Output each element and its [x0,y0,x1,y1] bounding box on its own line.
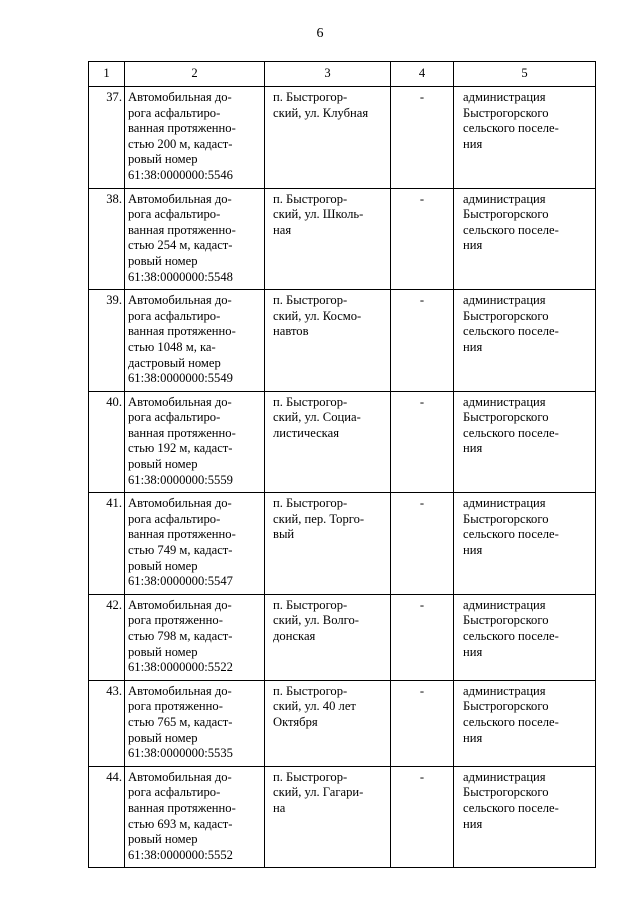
name-line: ровый номер [128,730,198,745]
name-line: Автомобильная до- [128,191,232,206]
area-cell: - [391,188,454,290]
row-number-cell: 43. [89,680,125,766]
owner-cell [454,680,596,766]
object-name-cell [125,290,265,392]
name-line: рога протяженно- [128,699,223,714]
name-line: ровый номер [128,832,198,847]
table-row [89,493,596,595]
header-cell-1: 1 [89,62,125,87]
area-cell: - [391,290,454,392]
name-line: рога асфальтиро- [128,207,221,222]
address-line: на [273,800,286,815]
address-line: донская [273,629,316,643]
address-line: ский, ул. Школь- [273,207,364,222]
row-number-cell: 41. [89,493,125,595]
table-row [89,391,596,493]
address-cell [265,188,391,290]
name-line: рога асфальтиро- [128,511,221,526]
object-name-cell [125,766,265,868]
name-line: Автомобильная до- [128,394,232,409]
owner-line: сельского поселе- [463,800,559,815]
owner-line: ния [463,441,483,456]
owner-line: администрация [463,769,546,784]
name-line: ровый номер [128,253,198,268]
header-row [89,62,596,87]
row-number-cell: 39. [89,290,125,392]
name-line: ванная протяженно- [128,425,236,440]
owner-cell [454,493,596,595]
name-line: стью 200 м, кадаст- [128,136,233,151]
address-line: ский, ул. Гагари- [273,785,364,800]
name-line: 61:38:0000000:5547 [128,574,233,589]
name-line: 61:38:0000000:5546 [128,167,233,182]
table-row [89,188,596,290]
owner-cell [454,766,596,868]
name-line: стью 1048 м, ка- [128,339,216,354]
address-line: навтов [273,324,309,339]
address-cell [265,391,391,493]
owner-line: администрация [463,597,546,612]
address-line: п. Быстрогор- [273,769,348,784]
address-cell [265,766,391,868]
owner-line: ния [463,816,483,831]
header-cell-2: 2 [125,62,265,87]
owner-line: администрация [463,90,546,104]
address-line: ский, пер. Торго- [273,511,365,526]
address-line: ский, ул. Космо- [273,308,362,323]
address-line: п. Быстрогор- [273,191,348,206]
name-line: ровый номер [128,558,198,573]
row-number-cell: 44. [89,766,125,868]
address-line: п. Быстрогор- [273,597,348,612]
address-cell [265,290,391,392]
name-line: ровый номер [128,644,198,659]
owner-line: администрация [463,683,546,698]
owner-line: ния [463,339,483,354]
area-cell: - [391,391,454,493]
name-line: стью 749 м, кадаст- [128,543,233,558]
owner-line: администрация [463,394,546,409]
owner-line: администрация [463,496,546,511]
address-line: ский, ул. Клубная [273,105,369,120]
header-cell-5: 5 [454,62,596,87]
address-line: вый [273,527,295,542]
object-name-cell [125,594,265,680]
address-line: п. Быстрогор- [273,394,348,409]
owner-line: ния [463,543,483,558]
name-line: Автомобильная до- [128,496,232,511]
address-line: п. Быстрогор- [273,496,348,511]
name-line: ванная протяженно- [128,800,236,815]
table-row [89,766,596,868]
owner-line: сельского поселе- [463,121,559,136]
name-line: Автомобильная до- [128,683,232,698]
header-cell-4: 4 [391,62,454,87]
row-number-cell: 37. [89,87,125,189]
name-line: ванная протяженно- [128,324,236,339]
page-number: 6 [316,26,324,41]
name-line: рога асфальтиро- [128,308,221,323]
name-line: стью 765 м, кадаст- [128,714,233,729]
name-line: 61:38:0000000:5549 [128,371,233,386]
name-line: Автомобильная до- [128,293,232,308]
address-line: ский, ул. Социа- [273,410,361,425]
name-line: ванная протяженно- [128,527,236,542]
name-line: ванная протяженно- [128,222,236,237]
object-name-cell [125,391,265,493]
address-line: Октября [273,714,318,729]
owner-line: ния [463,136,483,151]
owner-cell [454,391,596,493]
name-line: рога асфальтиро- [128,105,221,120]
owner-cell [454,290,596,392]
owner-line: Быстрогорского [463,613,549,628]
object-name-cell [125,87,265,189]
row-number-cell: 38. [89,188,125,290]
name-line: 61:38:0000000:5535 [128,746,233,761]
name-line: стью 192 м, кадаст- [128,441,233,456]
owner-line: ния [463,238,483,253]
name-line: 61:38:0000000:5559 [128,472,233,487]
row-number-cell: 42. [89,594,125,680]
owner-line: администрация [463,191,546,206]
owner-line: Быстрогорского [463,105,549,120]
address-cell [265,680,391,766]
owner-line: сельского поселе- [463,222,559,237]
area-cell: - [391,766,454,868]
name-line: дастровый номер [128,355,221,370]
name-line: Автомобильная до- [128,769,232,784]
name-line: рога протяженно- [128,613,223,628]
address-cell [265,594,391,680]
name-line: рога асфальтиро- [128,410,221,425]
name-line: стью 254 м, кадаст- [128,238,233,253]
object-name-cell [125,493,265,595]
name-line: 61:38:0000000:5548 [128,269,233,284]
name-line: стью 693 м, кадаст- [128,816,233,831]
area-cell: - [391,594,454,680]
owner-line: Быстрогорского [463,511,549,526]
owner-line: администрация [463,293,546,308]
owner-cell [454,594,596,680]
row-number-cell: 40. [89,391,125,493]
owner-cell [454,188,596,290]
address-line: п. Быстрогор- [273,293,348,308]
object-name-cell [125,680,265,766]
owner-line: Быстрогорского [463,785,549,800]
address-line: ский, ул. 40 лет [273,699,356,714]
table-row [89,594,596,680]
area-cell: - [391,493,454,595]
name-line: ванная протяженно- [128,121,236,136]
area-cell: - [391,87,454,189]
owner-line: Быстрогорского [463,410,549,425]
owner-line: Быстрогорского [463,207,549,222]
address-line: п. Быстрогор- [273,90,348,104]
name-line: стью 798 м, кадаст- [128,629,233,643]
table-row [89,680,596,766]
header-cell-3: 3 [265,62,391,87]
name-line: Автомобильная до- [128,90,232,104]
name-line: рога асфальтиро- [128,785,221,800]
owner-line: Быстрогорского [463,699,549,714]
area-cell: - [391,680,454,766]
address-cell [265,493,391,595]
owner-line: сельского поселе- [463,714,559,729]
name-line: 61:38:0000000:5552 [128,847,233,862]
name-line: 61:38:0000000:5522 [128,660,233,675]
table-row [89,87,596,189]
owner-line: сельского поселе- [463,425,559,440]
registry-table [88,61,596,868]
name-line: ровый номер [128,152,198,167]
address-cell [265,87,391,189]
address-line: п. Быстрогор- [273,683,348,698]
owner-line: сельского поселе- [463,527,559,542]
owner-line: сельского поселе- [463,629,559,643]
address-line: листическая [273,425,339,440]
address-line: ский, ул. Волго- [273,613,359,628]
object-name-cell [125,188,265,290]
owner-line: ния [463,644,483,659]
table-row [89,290,596,392]
owner-line: ния [463,730,483,745]
owner-line: Быстрогорского [463,308,549,323]
name-line: Автомобильная до- [128,597,232,612]
owner-line: сельского поселе- [463,324,559,339]
owner-cell [454,87,596,189]
address-line: ная [273,222,292,237]
name-line: ровый номер [128,457,198,472]
